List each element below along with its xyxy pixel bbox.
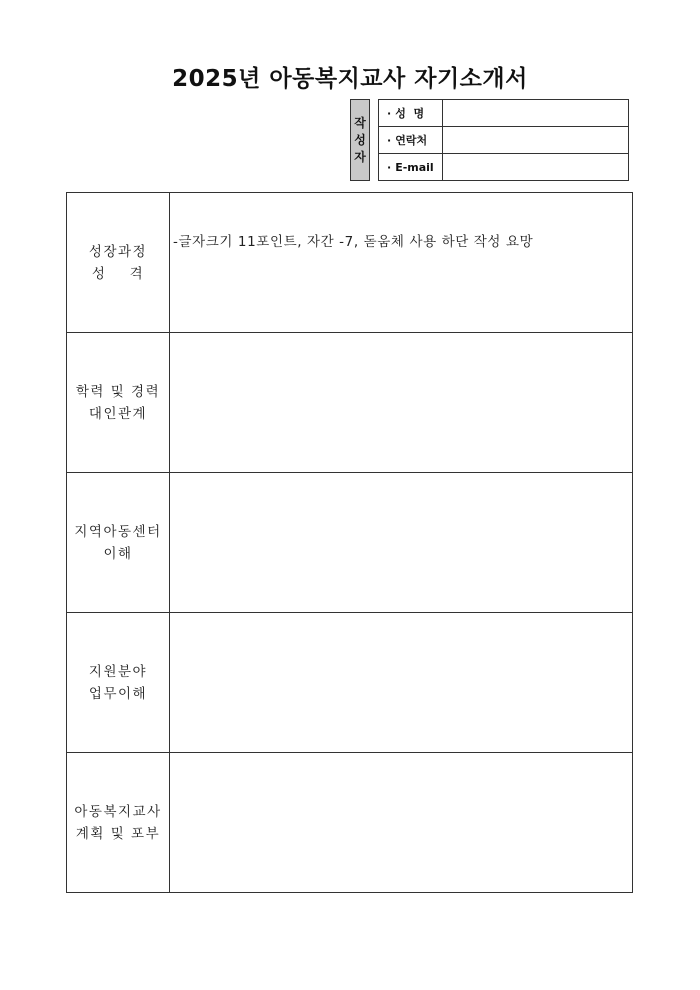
author-tag [350,99,370,181]
section-row-plans [67,753,633,893]
section-label-line: 학력 및 경력 [75,383,161,400]
section-label-line: 이해 [103,545,133,562]
author-row-email [379,154,629,181]
contact-label-cell [379,127,443,154]
contact-label: 연락처 [395,134,428,147]
author-tag-char: 성 [354,132,366,147]
section-label [67,333,170,473]
section-content-field[interactable] [170,333,633,473]
section-row-center [67,473,633,613]
page-title: 2025년 아동복지교사 자기소개서 [172,66,528,92]
section-label-line: 대인관계 [88,405,148,422]
bullet-icon: · [387,134,392,147]
instruction-note: -글자크기 11포인트, 자간 -7, 돋움체 사용 하단 작성 요망 [173,234,534,250]
author-info-table [378,99,629,181]
section-label-line: 아동복지교사 [74,803,162,820]
section-content-field[interactable] [170,613,633,753]
section-label-line: 지원분야 [88,663,148,680]
section-label [67,613,170,753]
section-row-duties [67,613,633,753]
section-label [67,753,170,893]
section-label-line: 성 격 [91,265,145,282]
section-label-line: 성장과정 [88,243,148,260]
section-label-line: 업무이해 [88,685,148,702]
bullet-icon: · [387,160,392,174]
author-tag-char: 작 [354,115,366,130]
bullet-icon: · [387,107,392,120]
section-row-education [67,333,633,473]
email-label-cell [379,154,443,181]
contact-field[interactable] [443,127,629,154]
email-label: E-mail [395,160,434,174]
section-label-line: 계획 및 포부 [75,825,161,842]
name-label-cell [379,100,443,127]
author-row-contact [379,127,629,154]
section-label-line: 지역아동센터 [74,523,162,540]
self-introduction-table [66,192,633,893]
section-content-field[interactable] [170,473,633,613]
author-row-name [379,100,629,127]
section-content-field[interactable] [170,753,633,893]
section-label [67,193,170,333]
name-label: 성 명 [395,107,425,120]
section-row-growth [67,193,633,333]
section-content-field[interactable] [170,193,633,333]
name-field[interactable] [443,100,629,127]
author-tag-char: 자 [354,149,366,164]
email-field[interactable] [443,154,629,181]
section-label [67,473,170,613]
